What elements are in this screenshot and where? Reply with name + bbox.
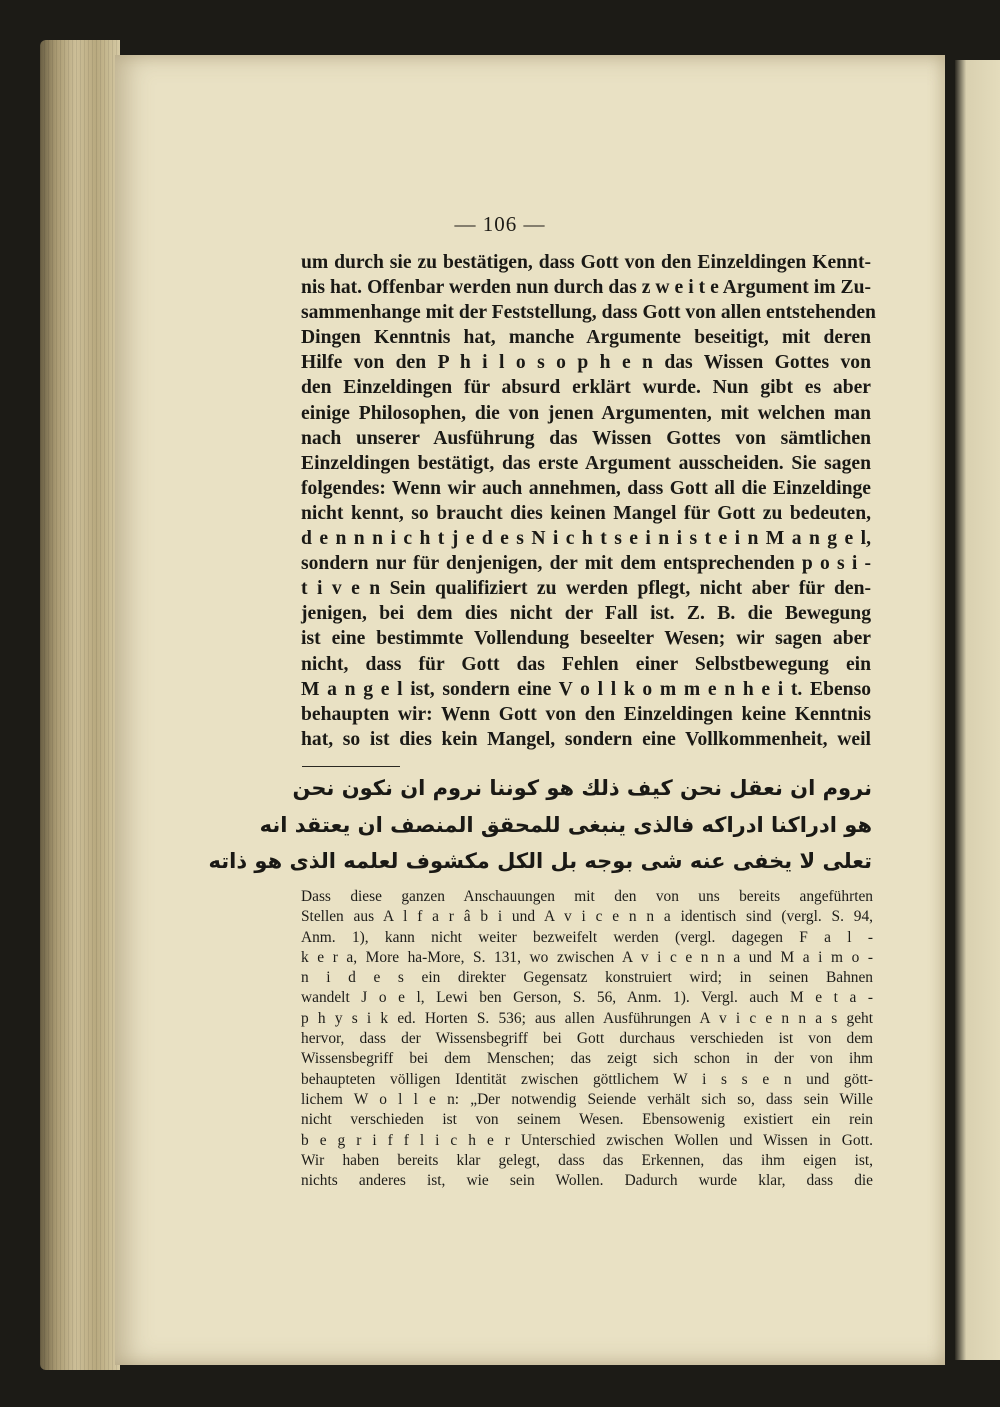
footnote-line: k e r a, More ha-More, S. 131, wo zwischen A v i c e n n a und M a i m o - [301, 948, 873, 966]
body-line: den Einzeldingen für absurd erklärt wurde. Nun gibt es aber [301, 377, 871, 399]
arabic-quote-line: تعلى لا يخفى عنه شى بوجه بل الكل مكشوف لعلمه الذى هو ذاته [208, 849, 872, 873]
book-page-edges [40, 40, 120, 1370]
body-line: nach unserer Ausführung das Wissen Gottes von sämtlichen [301, 427, 871, 449]
body-line: nis hat. Offenbar werden nun durch das z w e i t e Argument im Zu- [301, 277, 871, 299]
footnote-line: Wissensbegriff bei dem Menschen; das zeigt sich schon in der von ihm [301, 1050, 873, 1068]
body-line: Dingen Kenntnis hat, manche Argumente beseitigt, mit deren [301, 327, 871, 349]
body-line: Einzeldingen bestätigt, das erste Argument ausscheiden. Sie sagen [301, 452, 871, 474]
footnote-line: lichem W o l l e n: „Der notwendig Seiende verhält sich so, dass sein Wille [301, 1090, 873, 1108]
body-line: ist eine bestimmte Vollendung beseelter Wesen; wir sagen aber [301, 628, 871, 650]
body-line: folgendes: Wenn wir auch annehmen, dass Gott all die Einzeldinge [301, 477, 871, 499]
footnote-line: n i d e s ein direkter Gegensatz konstruiert wird; in seinen Bahnen [301, 969, 873, 987]
footnote-line: nichts anderes ist, wie sein Wollen. Dadurch wurde klar, dass die [301, 1172, 873, 1190]
footnote-line: Dass diese ganzen Anschauungen mit den von uns bereits angeführten [301, 888, 873, 905]
footnote-line: behaupteten völligen Identität zwischen göttlichem W i s s e n und gött- [301, 1070, 873, 1088]
body-line: d e n n n i c h t j e d e s N i c h t s e i n i s t e i n M a n g e l, [301, 528, 871, 550]
body-line: jenigen, bei dem dies nicht der Fall ist. Z. B. die Bewegung [301, 603, 871, 625]
body-line: hat, so ist dies kein Mangel, sondern eine Vollkommenheit, weil [301, 728, 871, 750]
main-body-text [301, 250, 876, 752]
footnote-line: b e g r i f f l i c h e r Unterschied zwischen Wollen und Wissen in Gott. [301, 1131, 873, 1149]
page-number: — 106 — [454, 212, 546, 236]
body-line: behaupten wir: Wenn Gott von den Einzeldingen keine Kenntnis [301, 703, 871, 725]
footnote-text [301, 887, 873, 1191]
facing-page-edge [955, 60, 1000, 1360]
body-line: Hilfe von den P h i l o s o p h e n das Wissen Gottes von [301, 352, 871, 374]
body-line: sammenhange mit der Feststellung, dass Gott von allen entstehenden [301, 302, 876, 324]
footnote-line: Stellen aus A l f a r â b i und A v i c e n n a identisch sind (vergl. S. 94, [301, 908, 873, 926]
body-line: um durch sie zu bestätigen, dass Gott von den Einzeldingen Kennt- [301, 252, 871, 273]
arabic-quote-line: هو ادراكنا ادراكه فالذى ينبغى للمحقق المنصف ان يعتقد انه [259, 813, 872, 837]
body-line: sondern nur für denjenigen, der mit dem entsprechenden p o s i - [301, 553, 871, 575]
footnote-line: wandelt J o e l, Lewi ben Gerson, S. 56, Anm. 1). Vergl. auch M e t a - [301, 989, 873, 1007]
footnote-line: nicht verschieden ist von seinem Wesen. Ebensowenig existiert ein rein [301, 1111, 873, 1129]
footnote-line: Anm. 1), kann nicht weiter bezweifelt werden (vergl. dagegen F a l - [301, 928, 873, 946]
footnote-line: p h y s i k ed. Horten S. 536; aus allen Ausführungen A v i c e n n a s geht [301, 1009, 873, 1027]
body-line: einige Philosophen, die von jenen Argumenten, mit welchen man [301, 402, 871, 424]
body-line: t i v e n Sein qualifiziert zu werden pflegt, nicht aber für den- [301, 578, 871, 600]
footnote-line: hervor, dass der Wissensbegriff bei Gott durchaus verschieden ist von dem [301, 1030, 873, 1048]
body-line: M a n g e l ist, sondern eine V o l l k o m m e n h e i t. Ebenso [301, 678, 871, 700]
footnote-divider [302, 766, 400, 767]
footnote-line: Wir haben bereits klar gelegt, dass das Erkennen, das ihm eigen ist, [301, 1151, 873, 1169]
arabic-quote-line: نروم ان نعقل نحن كيف ذلك هو كوننا نروم ان نكون نحن [292, 776, 872, 800]
body-line: nicht kennt, so braucht dies keinen Mangel für Gott zu bedeuten, [301, 502, 871, 524]
body-line: nicht, dass für Gott das Fehlen einer Selbstbewegung ein [301, 653, 871, 675]
